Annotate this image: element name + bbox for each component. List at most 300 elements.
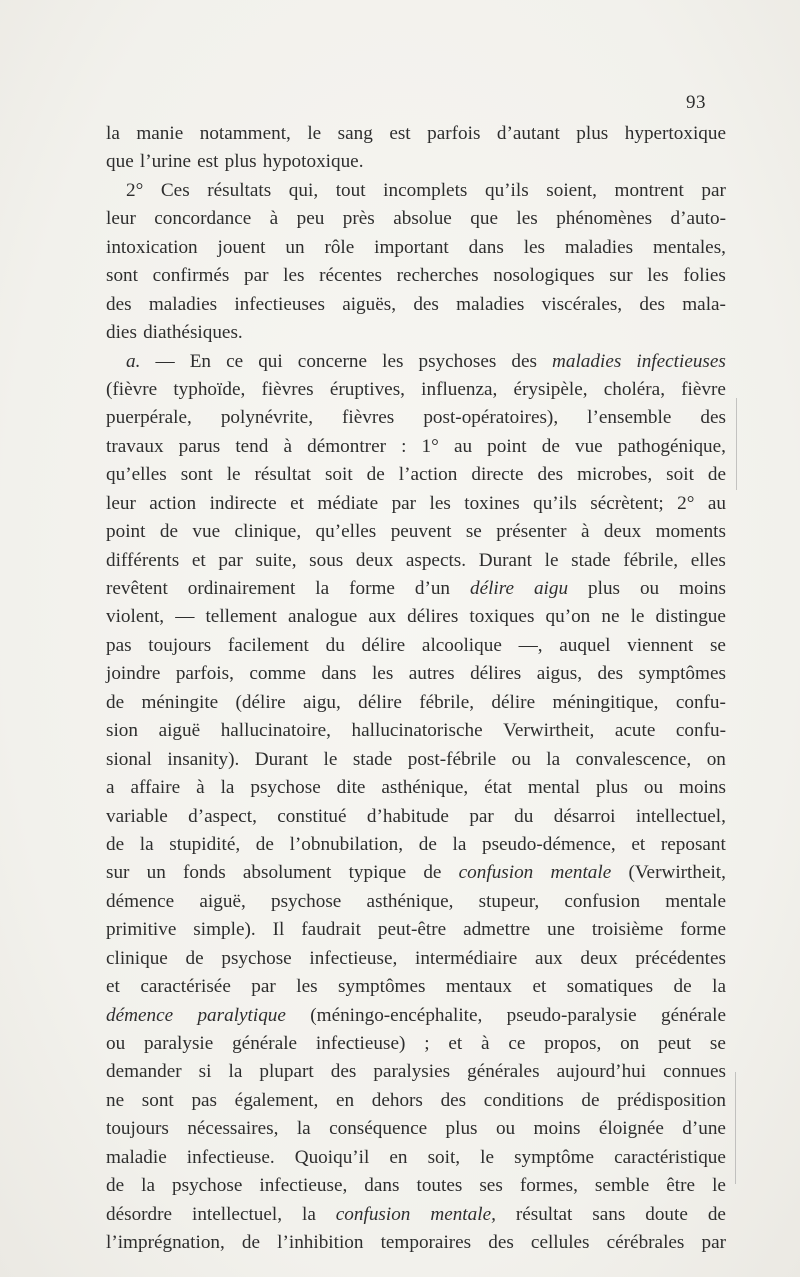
word: intermédiaire (415, 947, 518, 969)
word: aiguë, (199, 890, 246, 912)
word: incomplets (383, 179, 468, 201)
word: en (335, 1089, 355, 1111)
word: ou (511, 748, 531, 770)
word: se (709, 1033, 726, 1054)
word: conséquence (329, 1118, 428, 1140)
text-line (106, 234, 726, 262)
word: peut (658, 1033, 692, 1054)
word: phénomènes (556, 208, 653, 230)
text-line (106, 1115, 726, 1143)
word: hallucinatoire, (220, 720, 331, 742)
text-line (106, 1172, 726, 1200)
text-line (106, 518, 726, 546)
word: l’ensemble (587, 407, 672, 429)
word: aux (368, 606, 397, 628)
text-line (106, 205, 726, 233)
word: doute (645, 1203, 688, 1225)
word: démontrer (307, 435, 386, 457)
word: viennent (627, 634, 694, 656)
word: dehors (371, 1089, 423, 1111)
word: par (391, 492, 417, 514)
word: en (389, 1146, 408, 1168)
word: tellement (205, 606, 277, 628)
word: montrent (614, 179, 684, 201)
word: asthénique, (381, 777, 469, 799)
text-line (106, 547, 726, 575)
word: de (707, 1203, 726, 1225)
word: polynévrite, (220, 407, 313, 429)
word: des (700, 407, 726, 429)
word: influenza, (421, 378, 498, 400)
word: toxiques (469, 606, 535, 628)
word: typhoïde, (173, 378, 246, 400)
word: psychoses (418, 350, 497, 372)
word: l’imprégnation, (106, 1232, 225, 1254)
word: générale (232, 1033, 298, 1054)
word: stade (571, 549, 611, 571)
text-line (106, 632, 726, 660)
word: à (196, 777, 205, 799)
word: de (707, 464, 726, 486)
word: l’action (398, 464, 458, 486)
word: fièvres (261, 378, 314, 400)
italic-word: mentale (550, 862, 612, 884)
word: les (523, 236, 546, 258)
word: résultat (254, 464, 311, 486)
word: sional (106, 748, 152, 770)
word: absolument (242, 862, 332, 884)
word: Verwirtheit, (503, 720, 595, 742)
word: : (401, 435, 407, 457)
word: clinique, (234, 521, 302, 543)
word: par (469, 805, 494, 827)
word: (méningo-encéphalite, (310, 1004, 483, 1026)
word: suite, (255, 549, 297, 571)
word: symptômes (638, 663, 726, 685)
word: (Verwirtheit, (628, 862, 726, 884)
word: soit (666, 464, 694, 486)
word: dans (468, 236, 504, 258)
word: par (701, 1232, 726, 1254)
word: 2° (677, 492, 695, 514)
word: la (315, 578, 330, 599)
word: sous (309, 549, 344, 571)
word: l’urine (139, 151, 192, 173)
word: simple). (193, 919, 256, 941)
word: ou (106, 1033, 126, 1054)
word: troisième (591, 919, 664, 941)
text-line (106, 1201, 726, 1229)
text-line (106, 433, 726, 461)
word: qu’elles (106, 464, 167, 486)
word: précédentes (635, 947, 726, 969)
word: sont (106, 265, 138, 287)
word: qui (258, 350, 283, 372)
word: les (429, 492, 451, 514)
word: caractéristique (614, 1146, 726, 1168)
word: forme (680, 919, 726, 941)
word: conditions (483, 1089, 564, 1111)
word: les (371, 663, 394, 685)
word: formes, (519, 1175, 578, 1197)
word: intellectuel, (635, 805, 726, 827)
word: qu’ils (533, 492, 577, 514)
word: Durant (254, 748, 309, 770)
word: mentale (665, 890, 726, 912)
word: ordinairement (187, 578, 296, 599)
word: alcoolique (421, 634, 502, 656)
word: ou (639, 578, 660, 599)
margin-pencil-mark (736, 398, 737, 490)
word: dite (336, 777, 366, 799)
word: forme (349, 578, 395, 599)
word: stade (352, 748, 393, 770)
word: choléra, (603, 378, 665, 400)
word: les (516, 208, 538, 230)
word: la (228, 1061, 243, 1083)
word: fébrile, (419, 691, 475, 713)
word: parus (178, 435, 221, 457)
word: des (106, 293, 132, 315)
word: les (647, 265, 669, 287)
word: d’une (682, 1118, 726, 1140)
text-line (106, 888, 726, 916)
word: toujours (106, 1118, 169, 1140)
text-line (106, 1087, 726, 1115)
text-line (106, 689, 726, 717)
word: acute (614, 720, 656, 742)
word: résultats (207, 179, 272, 201)
word: autres (408, 663, 455, 685)
word: — (155, 350, 175, 372)
word: puerpérale, (106, 407, 192, 429)
word: des (330, 1061, 357, 1083)
word: aigu, (302, 691, 341, 713)
text-line (106, 376, 726, 404)
italic-word: maladies (552, 350, 622, 372)
word: intellectuel, (192, 1203, 283, 1225)
word: plus (224, 151, 257, 173)
word: hallucinatorische (351, 720, 483, 742)
word: deux (580, 947, 618, 969)
word: violent, (106, 606, 165, 628)
word: ce (508, 1033, 526, 1054)
word: En (189, 350, 212, 372)
word: ce (226, 350, 244, 372)
word: action (149, 492, 197, 514)
word: de (185, 947, 204, 969)
word: de (159, 521, 178, 543)
word: deux (355, 549, 394, 571)
italic-word: confusion (458, 862, 534, 884)
word: de (418, 833, 437, 855)
italic-word: confusion (335, 1203, 411, 1225)
word: mental (527, 777, 581, 799)
word: plus (595, 777, 628, 799)
word: de (255, 833, 274, 855)
word: des (597, 663, 624, 685)
word: de (106, 833, 125, 855)
word: analogue (287, 606, 358, 628)
word: méningitique, (552, 691, 659, 713)
word: la (712, 976, 726, 998)
word: insanity). (167, 748, 240, 770)
word: d’auto- (670, 208, 726, 230)
word: recherches (396, 265, 479, 287)
word: pseudo-paralysie (506, 1004, 637, 1026)
word: dans (364, 1175, 400, 1197)
word: à (269, 208, 279, 230)
word: générales (467, 1061, 540, 1083)
word: aujourd’hui (556, 1061, 647, 1083)
word: est (389, 123, 411, 144)
word: du (325, 634, 345, 656)
word: pas (106, 634, 132, 656)
word: paralysies (373, 1061, 451, 1083)
word: ou (643, 777, 664, 799)
word: du (514, 805, 534, 827)
word: convalescence, (575, 748, 692, 770)
word: connues (663, 1061, 726, 1083)
word: peut-être (377, 919, 447, 941)
word: ou (495, 1118, 516, 1140)
word: on (620, 1033, 640, 1054)
word: on (706, 748, 726, 770)
word: les (296, 976, 318, 998)
text-line (106, 746, 726, 774)
word: sont (141, 1089, 174, 1111)
text-line (106, 461, 726, 489)
word: tend (235, 435, 269, 457)
word: toutes (416, 1175, 463, 1197)
word: au (453, 435, 473, 457)
word: Ces (160, 179, 190, 201)
word: manie (136, 123, 184, 144)
margin-pencil-mark (735, 1072, 736, 1184)
text-line (106, 603, 726, 631)
word: est (197, 151, 219, 173)
text-line (106, 1030, 726, 1058)
word: elles (690, 549, 726, 571)
word: primitive (106, 919, 177, 941)
italic-word: délire (469, 578, 515, 599)
word: pas (191, 1089, 218, 1111)
word: moments (655, 521, 726, 543)
word: comme (249, 663, 306, 685)
word: d’aspect, (188, 805, 257, 827)
text-line (106, 916, 726, 944)
word: sans (592, 1203, 626, 1225)
word: délire (361, 634, 406, 656)
word: faudrait (301, 919, 361, 941)
word: un (285, 236, 305, 258)
word: tout (335, 179, 366, 201)
word: Quoiqu’il (294, 1146, 370, 1168)
word: près (342, 208, 375, 230)
italic-word: a. (126, 350, 141, 372)
word: hypotoxique. (262, 151, 364, 173)
word: la (141, 1175, 155, 1197)
word: éruptives, (329, 378, 405, 400)
word: d’habitude (366, 805, 449, 827)
word: parfois (427, 123, 481, 144)
word: l’obnubilation, (289, 833, 404, 855)
word: récentes (319, 265, 382, 287)
word: le (307, 123, 322, 144)
word: clinique (106, 947, 168, 969)
word: de (423, 862, 442, 884)
word: et (191, 549, 206, 571)
word: point (106, 521, 146, 543)
word: et (448, 1033, 463, 1054)
text-line (106, 291, 726, 319)
word: méningite (141, 691, 219, 713)
italic-word: mentale, (430, 1203, 496, 1225)
word: sang (337, 123, 373, 144)
word: par (244, 265, 269, 287)
word: cellules (530, 1232, 590, 1254)
word: fébrile, (623, 549, 679, 571)
text-line (106, 575, 726, 603)
word: psychose (172, 1175, 243, 1197)
word: moins (679, 777, 726, 799)
word: sont (180, 464, 213, 486)
word: moins (533, 1118, 581, 1140)
word: maladies (148, 293, 218, 315)
word: prédisposition (617, 1089, 726, 1111)
word: les (283, 265, 305, 287)
word: la (220, 777, 235, 799)
text-line (106, 973, 726, 1001)
word: d’un (414, 578, 451, 599)
word: paralysie (144, 1033, 214, 1054)
text-line (106, 348, 726, 376)
word: folies (683, 265, 726, 287)
text-line (106, 859, 726, 887)
word: et (631, 833, 646, 855)
word: de (581, 1089, 600, 1111)
text-line (106, 945, 726, 973)
word: notamment, (199, 123, 291, 144)
word: à (580, 521, 590, 543)
word: présenter (496, 521, 567, 543)
word: leur (106, 208, 136, 230)
text-line (106, 490, 726, 518)
text-line (106, 262, 726, 290)
word: aigus, (536, 663, 582, 685)
word: ; (424, 1033, 430, 1054)
text-line (106, 1229, 726, 1257)
word: maladie (106, 1146, 167, 1168)
word: par (251, 976, 276, 998)
word: si (198, 1061, 212, 1083)
word: 2° (126, 179, 144, 201)
word: le (226, 464, 241, 486)
word: affaire (130, 777, 181, 799)
word: — (175, 606, 195, 628)
word: soit, (427, 1146, 461, 1168)
word: que (470, 208, 498, 230)
text-line (106, 1002, 726, 1030)
word: plupart (259, 1061, 314, 1083)
word: diathésiques. (143, 322, 243, 344)
word: aspects. (405, 549, 467, 571)
word: et (106, 976, 120, 998)
italic-word: aigu (533, 578, 569, 599)
word: deux (603, 521, 642, 543)
word: psychose (270, 890, 342, 912)
word: les (382, 350, 404, 372)
word: délire (491, 691, 536, 713)
word: hypertoxique (624, 123, 726, 144)
word: la (301, 1203, 316, 1225)
word: fièvre (681, 378, 726, 400)
word: soit (324, 464, 353, 486)
word: pseudo-démence, (481, 833, 616, 855)
word: toujours (148, 634, 212, 656)
word: typique (348, 862, 407, 884)
word: concerne (297, 350, 368, 372)
word: plus (445, 1118, 478, 1140)
word: vue (574, 435, 603, 457)
word: peu (296, 208, 325, 230)
word: la (296, 1118, 311, 1140)
text-line (106, 660, 726, 688)
word: à (283, 435, 293, 457)
word: et (532, 976, 547, 998)
word: a (106, 777, 115, 799)
word: important (374, 236, 449, 258)
word: se (465, 521, 482, 543)
text-line (106, 120, 726, 148)
word: délire (358, 691, 402, 713)
word: érysipèle, (513, 378, 588, 400)
word: peuvent (390, 521, 452, 543)
word: des (440, 1089, 467, 1111)
word: sur (106, 862, 130, 884)
word: qu’on (545, 606, 591, 628)
word: délires (470, 663, 522, 685)
word: un (146, 862, 166, 884)
word: dans (321, 663, 357, 685)
word: (fièvre (106, 378, 158, 400)
word: démence (106, 890, 175, 912)
word: des (488, 1232, 514, 1254)
word: joindre (106, 663, 161, 685)
word: ne (106, 1089, 125, 1111)
word: désarroi (553, 805, 616, 827)
word: générale (661, 1004, 726, 1026)
word: l’inhibition (277, 1232, 364, 1254)
word: le (544, 549, 559, 571)
word: sécrètent; (590, 492, 664, 514)
word: vue (192, 521, 221, 543)
word: auquel (559, 634, 611, 656)
word: nosologiques (493, 265, 595, 287)
word: qui, (288, 179, 319, 201)
word: admettre (463, 919, 531, 941)
word: intoxication (106, 236, 198, 258)
word: plus (576, 123, 609, 144)
word: 1° (421, 435, 439, 457)
italic-word: démence (106, 1004, 174, 1026)
word: également, (234, 1089, 319, 1111)
word: pathogénique, (617, 435, 726, 457)
word: le (480, 1146, 495, 1168)
text-line (106, 1144, 726, 1172)
word: médiate (317, 492, 379, 514)
word: fièvres (342, 407, 395, 429)
